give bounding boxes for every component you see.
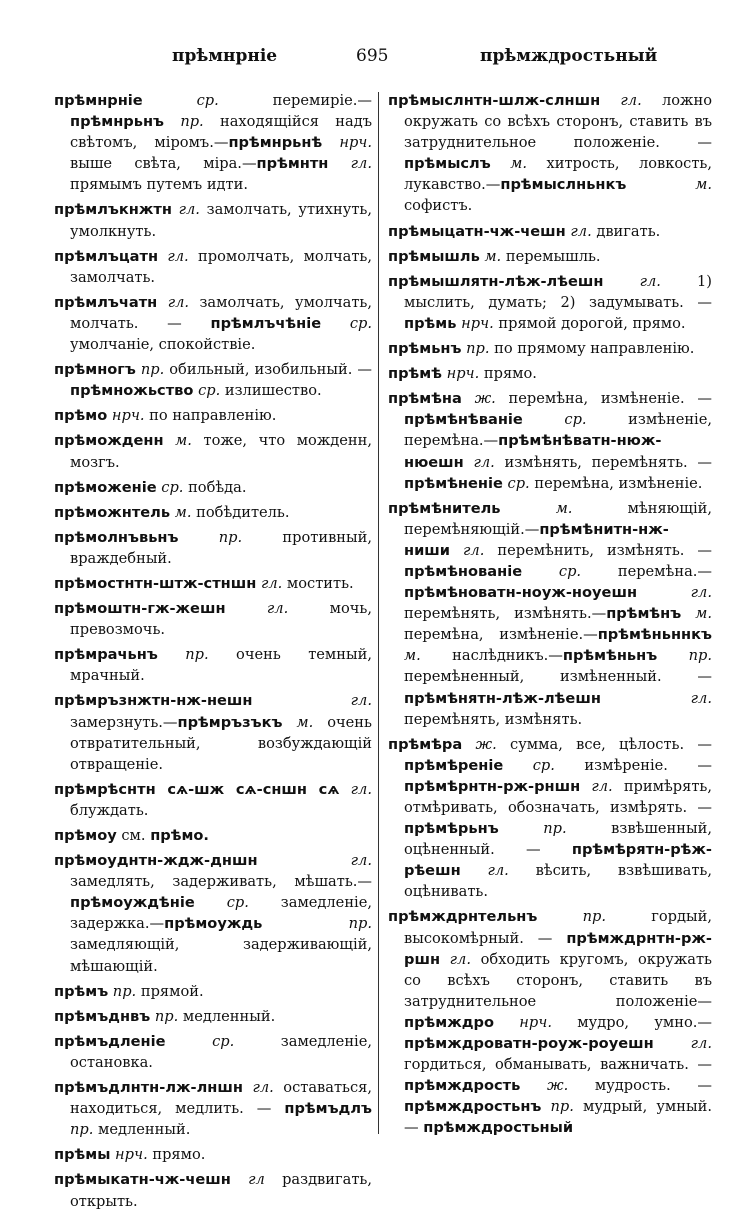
dictionary-entry xyxy=(54,430,372,472)
definition-text: ложно окружать со всѣхъ сторонъ, ставить въ затруднительное положеніе. — xyxy=(404,92,712,152)
grammar-label: гл. xyxy=(157,293,190,311)
grammar-label: гл. xyxy=(252,692,372,710)
headword: прѣмѣнятн-лѣж-лѣешн xyxy=(404,689,601,707)
definition-text: промолчать, молчать, замолчать. xyxy=(70,247,372,286)
headword: прѣмѣноватн-ноуж-ноуешн xyxy=(404,584,638,602)
grammar-label: ср. xyxy=(522,411,587,429)
grammar-label: нрч. xyxy=(110,1146,148,1164)
headword: прѣмждрость xyxy=(404,1077,521,1095)
headword: прѣмоштн-гж-жешн xyxy=(54,600,226,618)
header-left-word: прѣмнрніе xyxy=(172,46,278,66)
definition-text: наслѣдникъ.— xyxy=(420,647,563,665)
left-column xyxy=(54,90,372,1216)
headword: прѣмѣра xyxy=(388,735,463,753)
definition-text: измѣненіе, перемѣна.— xyxy=(404,411,713,450)
definition-text: см. xyxy=(116,827,151,844)
headword: прѣмыслъ xyxy=(404,155,491,173)
headword: прѣмръзъкъ xyxy=(177,713,283,731)
headword: прѣмѣнѣватн-нюж-нюешн xyxy=(404,432,662,471)
dictionary-entry xyxy=(388,271,712,334)
headword: прѣмоуднтн-ждж-дншн xyxy=(54,852,258,870)
headword: прѣмыслнтн-шлж-слншн xyxy=(388,92,601,109)
headword: прѣмолнъвьнъ xyxy=(54,528,179,546)
headword: прѣмлъчатн xyxy=(54,293,158,311)
headword: прѣмы xyxy=(54,1146,111,1164)
dictionary-entry xyxy=(388,388,712,493)
headword: прѣмоу xyxy=(54,827,117,844)
dictionary-entry xyxy=(54,825,372,846)
definition-text: перемѣненный, измѣненный. — xyxy=(404,668,712,686)
grammar-label: нрч. xyxy=(456,314,494,332)
headword: прѣмѣньннкъ xyxy=(597,626,712,644)
headword: прѣможеніе xyxy=(54,478,157,496)
headword: прѣмьнъ xyxy=(388,340,462,358)
headword: прѣмнтн xyxy=(256,155,329,173)
dictionary-entry xyxy=(54,598,372,640)
grammar-label: гл. xyxy=(158,247,189,265)
definition-text: замедленіе, остановка. xyxy=(70,1032,372,1071)
definition-text: прямо. xyxy=(479,365,537,383)
dictionary-entry xyxy=(54,199,372,241)
definition-text: прямой дорогой, прямо. xyxy=(493,314,686,332)
grammar-label: м. xyxy=(500,499,573,517)
definition-text: замолчать, умолчать, молчать. — xyxy=(70,293,373,332)
definition-text: прямо. xyxy=(147,1146,206,1164)
definition-text: прямымъ путемъ идти. xyxy=(70,176,248,194)
headword: прѣмлъцатн xyxy=(54,247,159,265)
grammar-label: пр. xyxy=(262,915,372,933)
dictionary-entry xyxy=(54,502,372,523)
grammar-label: ср. xyxy=(503,756,555,774)
dictionary-entry xyxy=(54,573,372,594)
dictionary-entry xyxy=(54,90,372,195)
headword: прѣмо xyxy=(54,407,108,425)
dictionary-entry xyxy=(388,363,712,384)
grammar-label: гл. xyxy=(171,201,200,219)
headword: прѣмѣна xyxy=(388,390,462,408)
grammar-label: пр. xyxy=(70,1121,94,1139)
grammar-label: гл. xyxy=(256,574,283,592)
grammar-label: гл. xyxy=(339,780,372,798)
headword: прѣмѣнъ xyxy=(606,605,682,623)
grammar-label: гл. xyxy=(225,600,289,618)
grammar-label: нрч. xyxy=(441,365,480,383)
grammar-label: гл. xyxy=(565,222,592,240)
grammar-label: пр. xyxy=(498,820,567,838)
headword: прѣмѣрнтн-рж-рншн xyxy=(404,777,581,795)
grammar-label: гл. xyxy=(440,950,471,968)
definition-text: двигать. xyxy=(591,222,661,240)
grammar-label: пр. xyxy=(178,528,243,546)
headword: прѣмлъкнжтн xyxy=(54,201,172,219)
dictionary-entry xyxy=(388,246,712,267)
headword: прѣмыслньнкъ xyxy=(500,176,627,194)
headword: прѣмждростьный xyxy=(423,1119,574,1137)
grammar-label: нрч. xyxy=(107,407,145,425)
headword: прѣмѣнованіе xyxy=(404,562,523,580)
grammar-label: пр. xyxy=(541,1098,574,1116)
grammar-label: пр. xyxy=(657,647,712,665)
definition-text: очень отвратительный, возбуждающій отвращеніе. xyxy=(70,713,372,773)
headword: прѣмѣнитель xyxy=(388,499,501,517)
headword: прѣмѣньнъ xyxy=(562,647,658,665)
headword: прѣмъдленіе xyxy=(54,1032,166,1050)
headword: прѣмножьство xyxy=(70,382,194,400)
headword: прѣмъдлъ xyxy=(284,1100,372,1118)
definition-text: выше свѣта, міра.— xyxy=(70,155,257,173)
dictionary-entry xyxy=(54,1077,372,1140)
dictionary-entry xyxy=(54,644,372,686)
grammar-label: ср. xyxy=(165,1032,235,1050)
dictionary-entry xyxy=(54,1031,372,1073)
definition-text: перемѣнить, измѣнять. — xyxy=(484,541,712,559)
definition-text: раздвигать, открыть. xyxy=(70,1171,373,1210)
definition-text: по направленію. xyxy=(144,407,277,425)
headword: прѣмрѣснтн сѧ-шж сѧ-сншн сѧ xyxy=(54,780,340,798)
headword: прѣмостнтн-штж-стншн xyxy=(54,574,257,592)
grammar-label: ср. xyxy=(193,382,221,400)
right-column xyxy=(388,90,712,1143)
headword: прѣмѣрятн-рѣж-рѣешн xyxy=(404,841,712,880)
headword: прѣмышль xyxy=(388,247,480,265)
grammar-label: гл. xyxy=(242,1079,274,1097)
grammar-label: гл. xyxy=(257,852,372,870)
headword: прѣмѣненіе xyxy=(404,474,503,492)
dictionary-entry xyxy=(54,405,372,426)
grammar-label: ж. xyxy=(462,735,497,753)
page-number: 695 xyxy=(356,46,389,66)
headword: прѣмѣреніе xyxy=(404,756,504,774)
definition-text: излишество. xyxy=(220,382,322,400)
column-divider xyxy=(378,92,379,1134)
headword: прѣмждро xyxy=(404,1013,494,1031)
grammar-label: гл. xyxy=(603,272,661,290)
grammar-label: гл. xyxy=(580,777,613,795)
headword: прѣмнрьнѣ xyxy=(228,134,323,152)
dictionary-entry xyxy=(388,221,712,242)
headword: прѣможденн xyxy=(54,432,164,450)
grammar-label: ср. xyxy=(522,562,582,580)
definition-text: замедляющій, задерживающій, мѣшающій. xyxy=(70,936,372,975)
grammar-label: ср. xyxy=(502,474,530,492)
headword: прѣмыкатн-чж-чешн xyxy=(54,1171,231,1189)
dictionary-entry xyxy=(388,734,712,903)
definition-text: сумма, все, цѣлость. — xyxy=(496,735,712,753)
grammar-label: ср. xyxy=(194,894,249,912)
dictionary-entry xyxy=(54,1006,372,1027)
definition-text: оставаться, находиться, медлить. — xyxy=(70,1079,372,1118)
header-right-word: прѣмждростьный xyxy=(480,46,658,66)
headword: прѣмъ xyxy=(54,982,109,1000)
definition-text: перемѣнять, измѣнять.— xyxy=(404,605,607,623)
dictionary-entry xyxy=(54,477,372,498)
definition-text: медленный. xyxy=(93,1121,191,1139)
definition-text: гордый, высокомѣрный. — xyxy=(404,908,712,947)
headword: прѣмрачьнъ xyxy=(54,646,158,664)
definition-text: вѣсить, взвѣшивать, оцѣнивать. xyxy=(404,862,712,901)
grammar-label: м. xyxy=(170,503,192,521)
definition-text: очень темный, мрачный. xyxy=(70,646,372,685)
grammar-label: м. xyxy=(282,713,314,731)
definition-text: замолчать, утихнуть, умолкнуть. xyxy=(70,201,372,240)
grammar-label: ж. xyxy=(461,390,496,408)
grammar-label: ср. xyxy=(142,92,219,109)
definition-text: тоже, что можденн, мозгъ. xyxy=(70,432,372,471)
dictionary-entry xyxy=(54,246,372,288)
definition-text: 1) мыслить, думать; 2) задумывать. — xyxy=(404,272,712,311)
grammar-label: гл. xyxy=(600,92,642,109)
definition-text: побѣда. xyxy=(183,478,247,496)
headword: прѣмждроватн-роуж-роуешн xyxy=(404,1035,654,1053)
running-header xyxy=(0,46,738,76)
definition-text: прямой. xyxy=(136,982,204,1000)
grammar-label: ж. xyxy=(520,1077,569,1095)
headword: прѣмждрнтельнъ xyxy=(388,908,538,926)
dictionary-entry xyxy=(388,90,712,217)
grammar-label: гл xyxy=(230,1171,265,1189)
definition-text: взвѣшенный, оцѣненный. — xyxy=(404,820,712,859)
grammar-label: гл. xyxy=(463,453,495,471)
headword: прѣмышлятн-лѣж-лѣешн xyxy=(388,272,604,290)
definition-text: перемышль. xyxy=(501,247,601,265)
definition-text: умолчаніе, спокойствіе. xyxy=(70,336,256,354)
headword: прѣмѣнѣваніе xyxy=(404,411,523,429)
headword: прѣмръзнжтн-нж-нешн xyxy=(54,692,253,710)
dictionary-entry xyxy=(388,906,712,1138)
definition-text: находящійся надъ свѣтомъ, міромъ.— xyxy=(70,113,372,152)
grammar-label: нрч. xyxy=(493,1013,552,1031)
definition-text: обильный, изобильный. — xyxy=(164,361,372,379)
definition-text: софистъ. xyxy=(404,197,473,215)
headword: прѣмѣрьнъ xyxy=(404,820,499,838)
headword: прѣмногъ xyxy=(54,361,136,379)
grammar-label: м. xyxy=(404,647,421,665)
definition-text: противный, враждебный. xyxy=(70,528,372,567)
grammar-label: гл. xyxy=(600,689,712,707)
headword: прѣмъднвъ xyxy=(54,1007,151,1025)
definition-text: замедленіе, задержка.— xyxy=(70,894,372,933)
grammar-label: ср. xyxy=(321,314,372,332)
grammar-label: пр. xyxy=(108,982,137,1000)
definition-text: мудро, умно.— xyxy=(551,1013,713,1031)
headword: прѣмь xyxy=(404,314,457,332)
dictionary-entry xyxy=(54,981,372,1002)
headword: прѣмѣнитн-нж-ниши xyxy=(404,520,669,559)
grammar-label: гл. xyxy=(637,584,712,602)
grammar-label: м. xyxy=(490,155,527,173)
grammar-label: гл. xyxy=(328,155,372,173)
definition-text: мѣняющій, перемѣняющій.— xyxy=(404,499,712,538)
dictionary-entry xyxy=(388,498,712,730)
grammar-label: гл. xyxy=(460,862,509,880)
definition-text: гордиться, обманывать, важничать. — xyxy=(404,1056,712,1074)
grammar-label: пр. xyxy=(164,113,204,131)
definition-text: побѣдитель. xyxy=(191,503,290,521)
definition-text: блуждать. xyxy=(70,801,149,819)
dictionary-entry xyxy=(54,359,372,401)
grammar-label: пр. xyxy=(135,361,165,379)
definition-text: мочь, превозмочь. xyxy=(70,600,372,639)
grammar-label: пр. xyxy=(537,908,606,926)
dictionary-entry xyxy=(54,1169,372,1211)
definition-text: измѣреніе. — xyxy=(554,756,712,774)
definition-text: мудрый, умный. — xyxy=(404,1098,712,1137)
grammar-label: гл. xyxy=(450,541,485,559)
definition-text: примѣрять, отмѣривать, обозначать, измѣрять. — xyxy=(404,777,712,816)
definition-text: медленный. xyxy=(178,1007,276,1025)
dictionary-entry xyxy=(388,338,712,359)
definition-text: мостить. xyxy=(282,574,354,592)
grammar-label: ср. xyxy=(156,478,184,496)
definition-text: хитрость, ловкость, лукавство.— xyxy=(404,155,712,194)
grammar-label: нрч. xyxy=(322,134,373,152)
headword: прѣмоуждѣніе xyxy=(70,894,195,912)
headword: прѣмоуждь xyxy=(164,915,263,933)
definition-text: перемѣна, измѣненіе. xyxy=(529,474,703,492)
grammar-label: м. xyxy=(163,432,192,450)
grammar-label: гл. xyxy=(653,1035,712,1053)
headword: прѣмнрніе xyxy=(54,92,143,109)
headword: прѣмждростьнъ xyxy=(404,1098,542,1116)
grammar-label: м. xyxy=(479,247,502,265)
grammar-label: пр. xyxy=(157,646,209,664)
definition-text: по прямому направленію. xyxy=(489,340,695,358)
dictionary-entry xyxy=(54,850,372,977)
dictionary-entry xyxy=(54,1144,372,1165)
dictionary-entry xyxy=(54,527,372,569)
headword: прѣмнрьнъ xyxy=(70,113,165,131)
headword: прѣмыцатн-чж-чешн xyxy=(388,222,566,240)
definition-text: измѣнять, перемѣнять. — xyxy=(494,453,712,471)
dictionary-entry xyxy=(54,779,372,821)
dictionary-entry xyxy=(54,292,372,355)
definition-text: мудрость. — xyxy=(568,1077,712,1095)
definition-text: замерзнуть.— xyxy=(70,713,178,731)
definition-text: перемиріе.— xyxy=(218,92,372,109)
headword: прѣможнтель xyxy=(54,503,171,521)
headword: прѣмлъчѣніе xyxy=(210,314,322,332)
definition-text: перемѣна, измѣненіе.— xyxy=(404,626,598,644)
definition-text: обходить кругомъ, окружать со всѣхъ сторонъ, ставить въ затруднительное положеніе— xyxy=(404,950,712,1010)
definition-text: перемѣна, измѣненіе. — xyxy=(495,390,712,408)
grammar-label: м. xyxy=(681,605,712,623)
dictionary-entry xyxy=(54,690,372,774)
headword: прѣмо. xyxy=(150,827,209,844)
definition-text: перемѣна.— xyxy=(581,562,712,580)
grammar-label: м. xyxy=(626,176,712,194)
grammar-label: пр. xyxy=(461,340,490,358)
headword: прѣмждрнтн-рж-ршн xyxy=(404,929,712,968)
grammar-label: пр. xyxy=(150,1007,179,1025)
definition-text: перемѣнять, измѣнять. xyxy=(404,710,583,728)
definition-text: замедлять, задерживать, мѣшать.— xyxy=(70,873,372,891)
headword: прѣмѣ xyxy=(388,365,442,383)
headword: прѣмъдлнтн-лж-лншн xyxy=(54,1079,243,1097)
